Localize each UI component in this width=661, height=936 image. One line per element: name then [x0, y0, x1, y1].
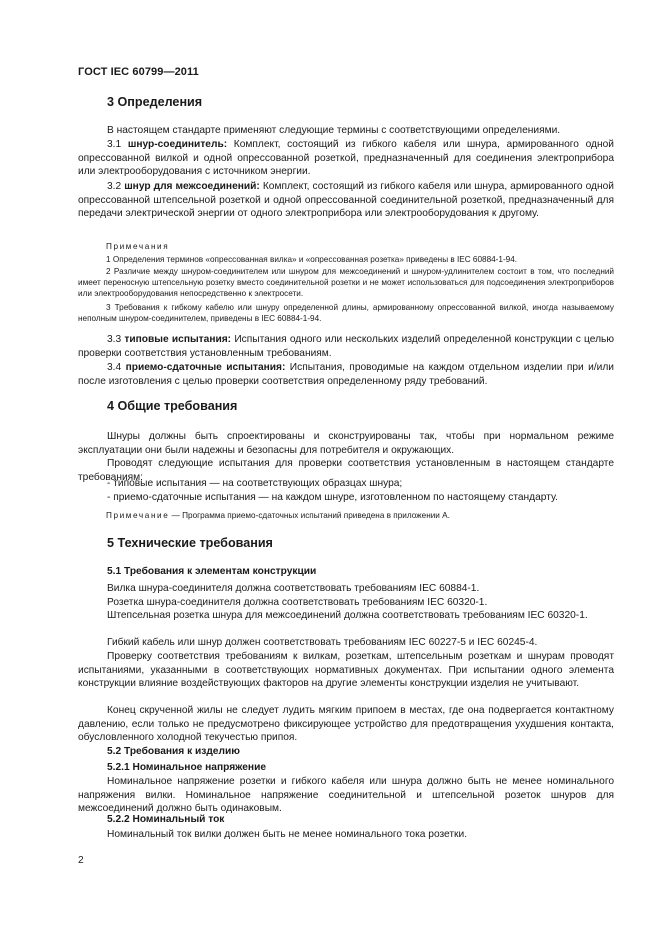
section-5-1-paragraph-6: Конец скрученной жилы не следует лудить мягким припоем в местах, где она подвергается контактному давлению, если только не предусмотрено фиксирующее устройство для предотвращения ухудшения контакта, обусловленного холодной текучестью припоя.: [78, 705, 614, 743]
section-3-title: 3 Определения: [107, 95, 203, 109]
list-item-type-tests: - типовые испытания — на соответствующих образцах шнура;: [107, 478, 403, 489]
term-3-2: [78, 180, 614, 221]
term-3-1: [78, 138, 614, 179]
term-3-4-definition: Испытания, проводимые на каждом отдельном изделии при и/или после изготовления с целью проверки соответствия определенному ряду требований.: [78, 362, 614, 387]
term-3-3-term: типовые испытания:: [124, 334, 232, 345]
term-3-4-term: приемо-сдаточные испытания:: [125, 362, 286, 373]
note-2: 2 Различие между шнуром-соединителем или шнуром для межсоединений и шнуром-удлинителем состоит в том, что последний имеет переносную штепсельную розетку вместо соединительной розетки и не может использоваться для подсоединения электроприборов или электрооборудования непосредственно к электросети.: [78, 267, 614, 298]
term-3-1-term: шнур-соединитель:: [127, 139, 228, 150]
term-3-2-term: шнур для межсоединений:: [124, 181, 260, 192]
note-3: 3 Требования к гибкому кабелю или шнуру определенной длины, армированному опрессованной вилкой, иногда называемому неполным шнуром-соединителем, приведены в IEC 60884-1-94.: [78, 303, 614, 323]
term-3-2-definition: Комплект, состоящий из гибкого кабеля или шнура, армированного одной опрессованной штепсельной розеткой и одной опрессованной соединительной розеткой, предназначенный для передачи электрической энергии от одного электроприбора или электрооборудования к другому.: [78, 181, 614, 219]
list-item-acceptance-tests: - приемо-сдаточные испытания — на каждом шнуре, изготовленном по настоящему стандарту.: [107, 492, 558, 503]
section-5-1-paragraph-4: Гибкий кабель или шнур должен соответствовать требованиям IEC 60227-5 и IEC 60245-4.: [107, 637, 538, 648]
section-5-2-2-text: Номинальный ток вилки должен быть не менее номинального тока розетки.: [107, 829, 468, 840]
section-5-title: 5 Технические требования: [107, 536, 273, 550]
term-3-1-definition: Комплект, состоящий из гибкого кабеля или шнура, армированного одной опрессованной вилкой и одной опрессованной розеткой, предназначенный для соединения электроприбора или электрооборудования с источником энергии.: [78, 139, 614, 177]
subsection-5-2-1-title: 5.2.1 Номинальное напряжение: [107, 762, 267, 773]
section-5-1-paragraph-3: Штепсельная розетка шнура для межсоединений должна соответствовать требованиям IEC 60320-1.: [107, 610, 588, 621]
section-5-1-paragraph-1: Вилка шнура-соединителя должна соответствовать требованиям IEC 60884-1.: [107, 583, 480, 594]
note-label: Примечание: [106, 511, 170, 520]
section-5-2-1-text: Номинальное напряжение розетки и гибкого кабеля или шнура должно быть не менее номинального напряжения вилки. Номинальное напряжение соединительной и штепсельной розеток шнуров для межсоединений должно быть одинаковым.: [78, 776, 614, 814]
term-3-3-definition: Испытания одного или нескольких изделий определенной конструкции с целью проверки соответствия установленным требованиям.: [78, 334, 614, 359]
section-5-1-paragraph-5: Проверку соответствия требованиям к вилкам, розеткам, штепсельным розеткам и шнурам проводят испытаниями, указанными в соответствующих нормативных документах. При испытании одного элемента конструкции влияние воздействующих факторов на другие элементы конструкции изделия не учитывают.: [78, 651, 614, 689]
term-3-4: [78, 361, 614, 388]
term-3-2-number: 3.2: [107, 181, 122, 192]
page-number: 2: [78, 855, 84, 866]
term-3-4-number: 3.4: [107, 362, 122, 373]
term-3-1-number: 3.1: [107, 139, 122, 150]
term-3-3-number: 3.3: [107, 334, 122, 345]
subsection-5-2-2-title: 5.2.2 Номинальный ток: [107, 814, 225, 825]
section-4-note: [78, 510, 614, 521]
term-3-3: [78, 333, 614, 360]
document-code: ГОСТ IEC 60799—2011: [78, 66, 199, 78]
section-5-1-paragraph-2: Розетка шнура-соединителя должна соответствовать требованиям IEC 60320-1.: [107, 597, 488, 608]
note-text: — Программа приемо-сдаточных испытаний приведена в приложении А.: [171, 511, 450, 520]
notes-title: Примечания: [106, 242, 170, 251]
note-1: 1 Определения терминов «опрессованная вилка» и «опрессованная розетка» приведены в IEC 60884-1-94.: [106, 255, 518, 264]
section-4-paragraph-2: Проводят следующие испытания для проверки соответствия установленным в настоящем стандарте требованиям:: [78, 458, 614, 483]
subsection-5-2-title: 5.2 Требования к изделию: [107, 746, 240, 757]
section-3-intro: В настоящем стандарте применяют следующие термины с соответствующими определениями.: [107, 125, 561, 136]
section-4-paragraph-1: Шнуры должны быть спроектированы и сконструированы так, чтобы при нормальном режиме эксплуатации они были надежны и безопасны для потребителя и окружающих.: [78, 431, 614, 456]
section-4-title: 4 Общие требования: [107, 399, 238, 413]
subsection-5-1-title: 5.1 Требования к элементам конструкции: [107, 566, 317, 577]
